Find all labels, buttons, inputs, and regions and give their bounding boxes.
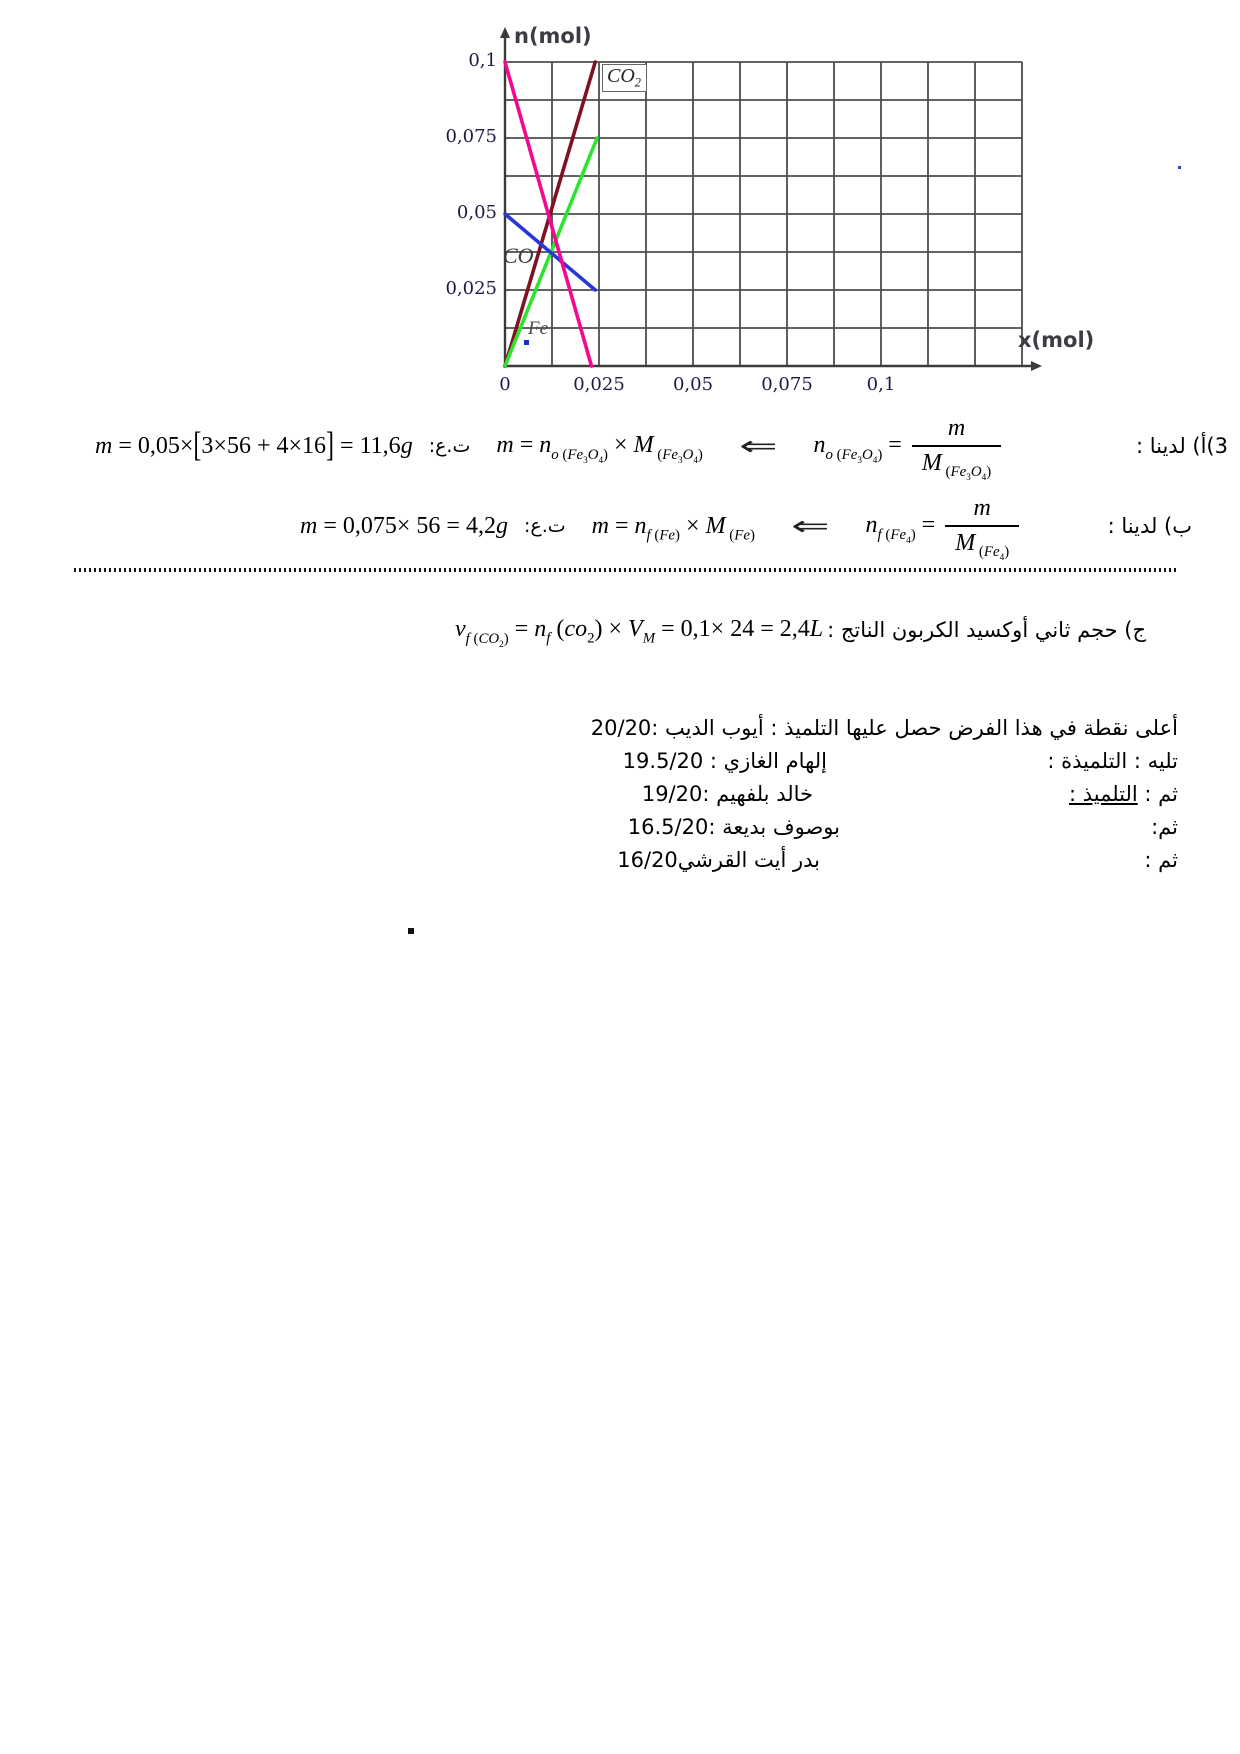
list-item-name-grade: بوصوف بديعة :16.5/20: [627, 815, 840, 839]
solution-intro-c: ج) حجم ثاني أوكسيد الكربون الناتج :: [827, 618, 1147, 642]
x-tick-label: 0,1: [866, 374, 896, 395]
x-axis-label: x(mol): [1018, 328, 1095, 352]
list-item: [80, 782, 1178, 812]
series-label-co2-text: CO: [607, 65, 635, 87]
list-item: [80, 848, 1178, 878]
list-item-name-grade: خالد بلفهيم :19/20: [641, 782, 813, 806]
list-item-name-grade: إلهام الغازي : 19.5/20: [622, 749, 827, 773]
y-tick-label: 0,075: [445, 126, 497, 147]
solution-intro-a: 3)أ) لدينا :: [1135, 434, 1228, 458]
list-item-label: ثم:: [1151, 815, 1178, 839]
series-label-co2-sub: 2: [634, 75, 641, 90]
dotted-separator: [74, 568, 1176, 572]
list-item: [80, 716, 1178, 746]
y-axis-label: n(mol): [514, 24, 592, 48]
formula-relation-b: $m = n_{f (Fe)} \times M$ $_{(Fe)}$: [591, 512, 755, 544]
series-label-co2: [602, 64, 647, 92]
numeric-application-tag-b: ت.ع:: [523, 515, 566, 537]
series-label-fe: Fe: [528, 318, 549, 339]
formula-numeric-result-a: m = 0,05×[3×56 + 4×16] = 11,6g: [95, 426, 413, 465]
formula-definition-lhs-b: $n_{f (Fe_4)}$ =: [865, 512, 936, 545]
numeric-application-tag-a: ت.ع:: [428, 435, 471, 457]
list-item: [80, 749, 1178, 779]
x-tick-label: 0,025: [573, 374, 625, 395]
chart: [430, 22, 1150, 412]
stray-blue-dot: [1178, 166, 1181, 169]
formula-volume-c: $v_{f (CO_2)} = n_f$ $(co_2) \times V_M = 0,1\times 24 = 2,4L$: [455, 616, 824, 649]
formula-fraction-a: $\frac{m}{M _{(Fe_3O_4)}}$: [912, 415, 1001, 478]
list-item-name-grade: بدر أيت القرشي16/20: [617, 848, 820, 872]
implication-arrow-b: ⇐: [791, 510, 830, 542]
solution-line-b: [300, 486, 1192, 566]
series-label-co: CO: [503, 243, 534, 268]
y-tick-label: 0,025: [445, 278, 497, 299]
implication-arrow-a: ⇐: [738, 430, 778, 462]
list-item-label: ثم :: [1144, 848, 1178, 872]
formula-definition-lhs-a: $n_{o (Fe_3O_4)}$ =: [813, 432, 902, 465]
x-tick-label: 0,05: [672, 374, 714, 395]
stray-blue-mark: [524, 340, 529, 345]
x-tick-label: 0,075: [761, 374, 813, 395]
list-item-label: تليه : التلميذة :: [1047, 749, 1178, 773]
formula-relation-a: $m = n_{o (Fe_3O_4)} \times M$ $_{(Fe_3O_4)}$: [496, 432, 703, 465]
stray-period-mark: [408, 928, 414, 934]
ranking-list: [80, 712, 1178, 892]
list-item: [80, 815, 1178, 845]
y-tick-label: 0,05: [456, 202, 497, 223]
solution-line-c: [455, 600, 1185, 660]
chart-canvas: [430, 22, 1150, 412]
solution-intro-b: ب) لدينا :: [1107, 514, 1192, 538]
list-item-label: ثم : التلميذ :: [1068, 782, 1178, 806]
x-tick-label: 0: [499, 374, 511, 395]
solution-line-a: [95, 406, 1228, 486]
formula-numeric-result-b: m = 0,075× 56 = 4,2g: [300, 512, 508, 539]
list-item-label: أعلى نقطة في هذا الفرض حصل عليها التلميذ : أيوب الديب :20/20: [590, 716, 1178, 740]
y-tick-label: 0,1: [468, 50, 497, 71]
formula-fraction-b: $\frac{m}{M _{(Fe_4)}}$: [945, 495, 1019, 558]
